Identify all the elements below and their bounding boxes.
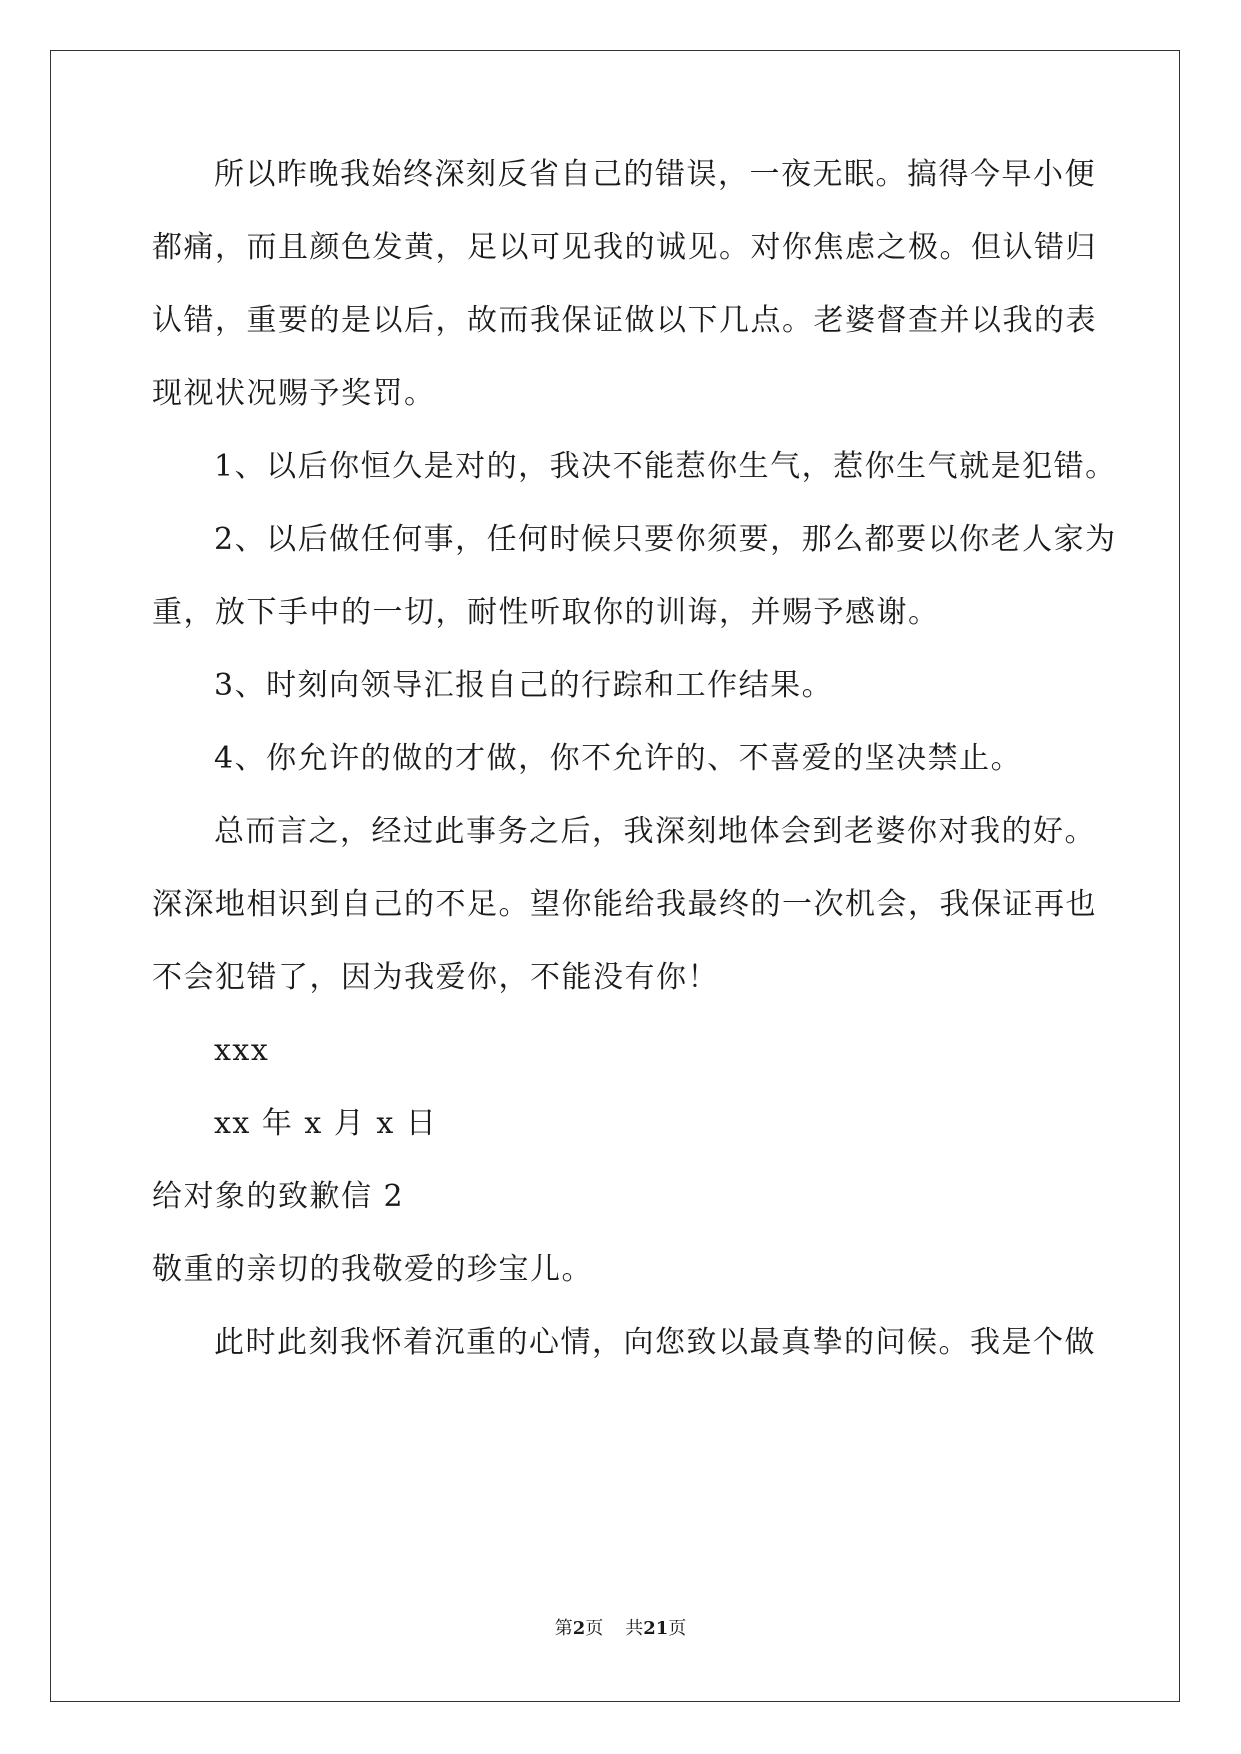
total-pages: 21 (643, 1618, 669, 1639)
total-label-prefix: 共 (625, 1618, 644, 1639)
paragraph-line: 都痛，而且颜色发黄，足以可见我的诚见。对你焦虑之极。但认错归 (152, 230, 1097, 265)
page-footer (0, 1617, 1241, 1641)
list-item-line: 重，放下手中的一切，耐性听取你的训诲，并赐予感谢。 (152, 595, 940, 630)
paragraph-line: 不会犯错了，因为我爱你，不能没有你！ (152, 960, 719, 995)
paragraph-line: 现视状况赐予奖罚。 (152, 376, 436, 411)
page-number: 2 (572, 1618, 586, 1639)
signature-name: xxx (214, 1033, 270, 1068)
paragraph-line: 认错，重要的是以后，故而我保证做以下几点。老婆督查并以我的表 (152, 303, 1097, 338)
signature-date: xx 年 x 月 x 日 (214, 1106, 438, 1141)
paragraph-line: 所以昨晚我始终深刻反省自己的错误，一夜无眠。搞得今早小便 (214, 157, 1096, 192)
page-label-suffix: 页 (585, 1618, 604, 1639)
page-label-prefix: 第 (554, 1618, 573, 1639)
page-border (50, 50, 1180, 1702)
paragraph-line: 此时此刻我怀着沉重的心情，向您致以最真挚的问候。我是个做 (214, 1325, 1096, 1360)
paragraph-line: 深深地相识到自己的不足。望你能给我最终的一次机会，我保证再也 (152, 887, 1097, 922)
list-item-line: 2、以后做任何事，任何时候只要你须要，那么都要以你老人家为 (214, 522, 1117, 557)
list-item-line: 4、你允许的做的才做，你不允许的、不喜爱的坚决禁止。 (214, 741, 1023, 776)
section-heading: 给对象的致歉信 2 (152, 1179, 405, 1214)
list-item-line: 1、以后你恒久是对的，我决不能惹你生气，惹你生气就是犯错。 (214, 449, 1117, 484)
total-label-suffix: 页 (668, 1618, 687, 1639)
paragraph-line: 总而言之，经过此事务之后，我深刻地体会到老婆你对我的好。 (214, 814, 1096, 849)
salutation: 敬重的亲切的我敬爱的珍宝儿。 (152, 1252, 593, 1287)
list-item-line: 3、时刻向领导汇报自己的行踪和工作结果。 (214, 668, 834, 703)
